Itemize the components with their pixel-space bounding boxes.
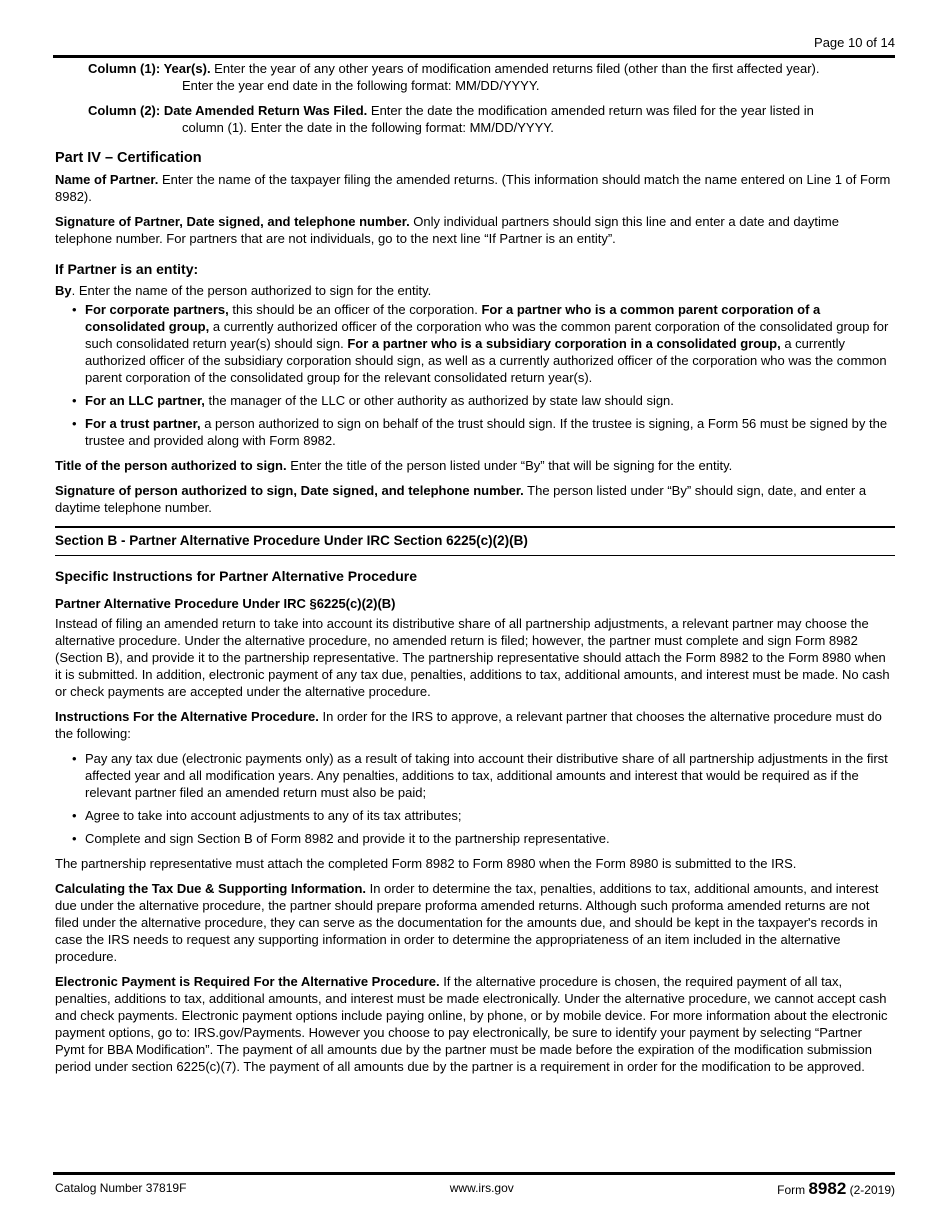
section-b-heading: Section B - Partner Alternative Procedure Under IRC Section 6225(c)(2)(B): [55, 526, 895, 556]
footer-rule: [53, 1172, 895, 1175]
label: Signature of Partner, Date signed, and telephone number.: [55, 214, 410, 229]
list-item: [85, 301, 895, 386]
page-number: Page 10 of 14: [814, 35, 895, 50]
column-1-label: Column (1): Year(s).: [88, 61, 211, 76]
footer: [55, 1180, 895, 1199]
header-rule: [53, 55, 895, 58]
text: Only individual partners should sign this line and enter a date and daytime telephone number. For partners that are not individuals, go to the next line “If Partner is an entity”.: [55, 214, 839, 246]
t: a currently authorized officer of the subsidiary corporation should sign, as well as a currently authorized officer of the corporation who was the common parent corporation of the consolidated group for the relevant consolidated return year(s).: [85, 336, 887, 385]
label: Signature of person authorized to sign, Date signed, and telephone number.: [55, 483, 524, 498]
text: Enter the title of the person listed under “By” that will be signing for the entity.: [286, 458, 733, 473]
by-instruction: [55, 282, 895, 299]
form-prefix: Form: [777, 1183, 809, 1197]
column-1-text2: Enter the year end date in the following format: MM/DD/YYYY.: [182, 78, 540, 93]
label: Calculating the Tax Due & Supporting Information.: [55, 881, 367, 896]
part-iv-heading: Part IV – Certification: [55, 150, 202, 166]
t: this should be an officer of the corporation.: [228, 302, 482, 317]
website-link[interactable]: www.irs.gov: [449, 1181, 514, 1195]
text: The person listed under “By” should sign, date, and enter a daytime telephone number.: [55, 483, 867, 515]
intro-paragraph: Instead of filing an amended return to take into account its distributive share of all partnership adjustments, a relevant partner may choose the alternative procedure. Under the alternative procedure, no amended return is filed; however, the partner must complete and sign Form 8982 (Section B), and provide it to the partnership representative. The partnership representative should attach the Form 8982 to the Form 8980 when it is submitted. In addition, electronic payment of any tax due, penalties, additions to tax, additional amounts, and interest must be made. No cash or check payments are accepted under the alternative procedure.: [55, 616, 890, 699]
text: In order to determine the tax, penalties, additions to tax, additional amounts, and interest due under the alternative procedure, the partner should prepare proforma amended returns. Although such proforma amended returns are not filed under the alternative procedure, they can serve as the documentation for the amounts due, and should be kept in the taxpayer's records in case the IRS needs to request any supporting information in order to determine the appropriateness of an item included in the alternative procedure.: [55, 881, 879, 964]
column-2-instruction: [88, 102, 895, 136]
column-2-label: Column (2): Date Amended Return Was Filed.: [88, 103, 368, 118]
signature-of-partner: [55, 213, 895, 247]
document-body: [55, 60, 895, 1083]
label: Instructions For the Alternative Procedure.: [55, 709, 319, 724]
list-item: [85, 415, 895, 449]
column-2-text: Enter the date the modification amended return was filed for the year listed in: [367, 103, 814, 118]
b: For a trust partner,: [85, 416, 201, 431]
b: For a partner who is a common parent corporation of a consolidated group,: [85, 302, 821, 334]
b: For an LLC partner,: [85, 393, 205, 408]
text: . Enter the name of the person authorized to sign for the entity.: [71, 283, 432, 298]
entity-list: [55, 301, 895, 449]
label: Title of the person authorized to sign.: [55, 458, 287, 473]
label: Electronic Payment is Required For the Alternative Procedure.: [55, 974, 440, 989]
name-of-partner: [55, 171, 895, 205]
attach-paragraph: The partnership representative must attach the completed Form 8982 to Form 8980 when the Form 8980 is submitted to the IRS.: [55, 856, 797, 871]
list-item: [85, 392, 895, 409]
list-item: • Complete and sign Section B of Form 8982 and provide it to the partnership representative.: [85, 830, 895, 847]
form-revision: (2-2019): [846, 1183, 895, 1197]
text: In order for the IRS to approve, a relevant partner that chooses the alternative procedure must do the following:: [55, 709, 882, 741]
payment-paragraph: [55, 973, 895, 1075]
label: By: [55, 283, 72, 298]
label: Name of Partner.: [55, 172, 159, 187]
alt-procedure-list: [55, 750, 895, 847]
specific-instructions-heading: Specific Instructions for Partner Alternative Procedure: [55, 568, 418, 584]
list-item: • Pay any tax due (electronic payments only) as a result of taking into account their distributive share of all partnership adjustments in the first affected year and all modification years. Any penalties, additions to tax, additional amounts and interest that would be required as if the relevant partner filed an amended return must also be paid;: [85, 750, 895, 801]
signature-of-person: [55, 482, 895, 516]
entity-heading: If Partner is an entity:: [55, 261, 199, 277]
text: Enter the name of the taxpayer filing the amended returns. (This information should match the name entered on Line 1 of Form 8982).: [55, 172, 891, 204]
form-id: [777, 1180, 895, 1199]
b: For a partner who is a subsidiary corporation in a consolidated group,: [347, 336, 781, 351]
title-of-person: [55, 457, 895, 474]
t: a currently authorized officer of the corporation who was the common parent corporation of the consolidated group for such consolidated return year(s) should sign.: [85, 319, 889, 351]
column-1-text: Enter the year of any other years of modification amended returns filed (other than the first affected year).: [210, 61, 820, 76]
b: For corporate partners,: [85, 302, 229, 317]
t: the manager of the LLC or other authority as authorized by state law should sign.: [204, 393, 674, 408]
instructions-paragraph: [55, 708, 895, 742]
column-1-instruction: [88, 60, 895, 94]
calculating-paragraph: [55, 880, 895, 965]
column-2-text2: column (1). Enter the date in the following format: MM/DD/YYYY.: [182, 120, 554, 135]
t: a person authorized to sign on behalf of the trust should sign. If the trustee is signing, a Form 56 must be signed by the trustee and provided along with Form 8982.: [85, 416, 888, 448]
form-number: 8982: [808, 1179, 847, 1198]
text: If the alternative procedure is chosen, the required payment of all tax, penalties, additions to tax, additional amounts, and interest must be made electronically. Under the alternative procedure, we cannot accept cash and check payments. Electronic payment options include paying online, by phone, or by mobile device. For more information about the electronic payment options, go to: IRS.gov/Payments. However you choose to pay electronically, be sure to identify your payment by selecting “Partner Pymt for BBA Modification”. The payment of all amounts due by the partner must be made before the expiration of the modification submission period under section 6225(c)(7). The payment of all amounts due by the partner is a requirement in order for the modification to be approved.: [55, 974, 888, 1074]
alt-procedure-subheading: Partner Alternative Procedure Under IRC §6225(c)(2)(B): [55, 596, 396, 611]
catalog-number: Catalog Number 37819F: [55, 1181, 187, 1195]
list-item: • Agree to take into account adjustments to any of its tax attributes;: [85, 807, 895, 824]
